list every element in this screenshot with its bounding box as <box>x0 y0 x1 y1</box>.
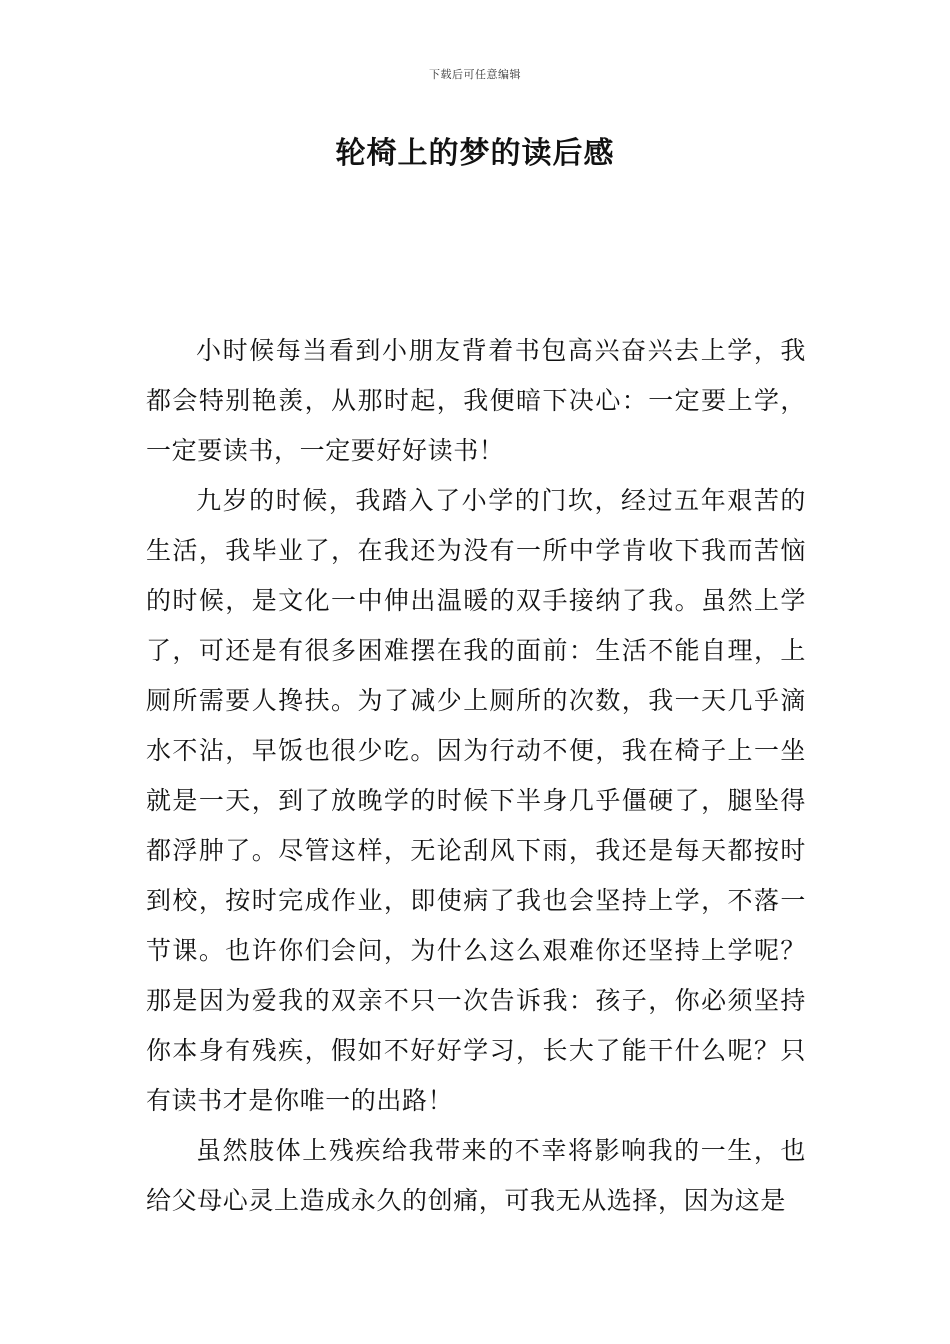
paragraph-1: 小时候每当看到小朋友背着书包高兴奋兴去上学，我都会特别艳羡，从那时起，我便暗下决心：一定要上学，一定要读书，一定要好好读书！ <box>146 336 806 465</box>
paragraph-2: 九岁的时候，我踏入了小学的门坎，经过五年艰苦的生活，我毕业了，在我还为没有一所中学肯收下我而苦恼的时候，是文化一中伸出温暖的双手接纳了我。虽然上学了，可还是有很多困难摆在我的面前：生活不能自理，上厕所需要人搀扶。为了减少上厕所的次数，我一天几乎滴水不沾，早饭也很少吃。因为行动不便，我在椅子上一坐就是一天，到了放晚学的时候下半身几乎僵硬了，腿坠得都浮肿了。尽管这样，无论刮风下雨，我还是每天都按时到校，按时完成作业，即使病了我也会坚持上学，不落一节课。也许你们会问，为什么这么艰难你还坚持上学呢？那是因为爱我的双亲不只一次告诉我：孩子，你必须坚持你本身有残疾，假如不好好学习，长大了能干什么呢？只有读书才是你唯一的出路！ <box>146 486 806 1115</box>
paragraph-3: 虽然肢体上残疾给我带来的不幸将影响我的一生，也给父母心灵上造成永久的创痛，可我无从选择，因为这是 <box>146 1136 806 1215</box>
document-title: 轮椅上的梦的读后感 <box>335 136 615 171</box>
header-note: 下载后可任意编辑 <box>429 68 521 81</box>
document-body <box>146 326 806 1226</box>
